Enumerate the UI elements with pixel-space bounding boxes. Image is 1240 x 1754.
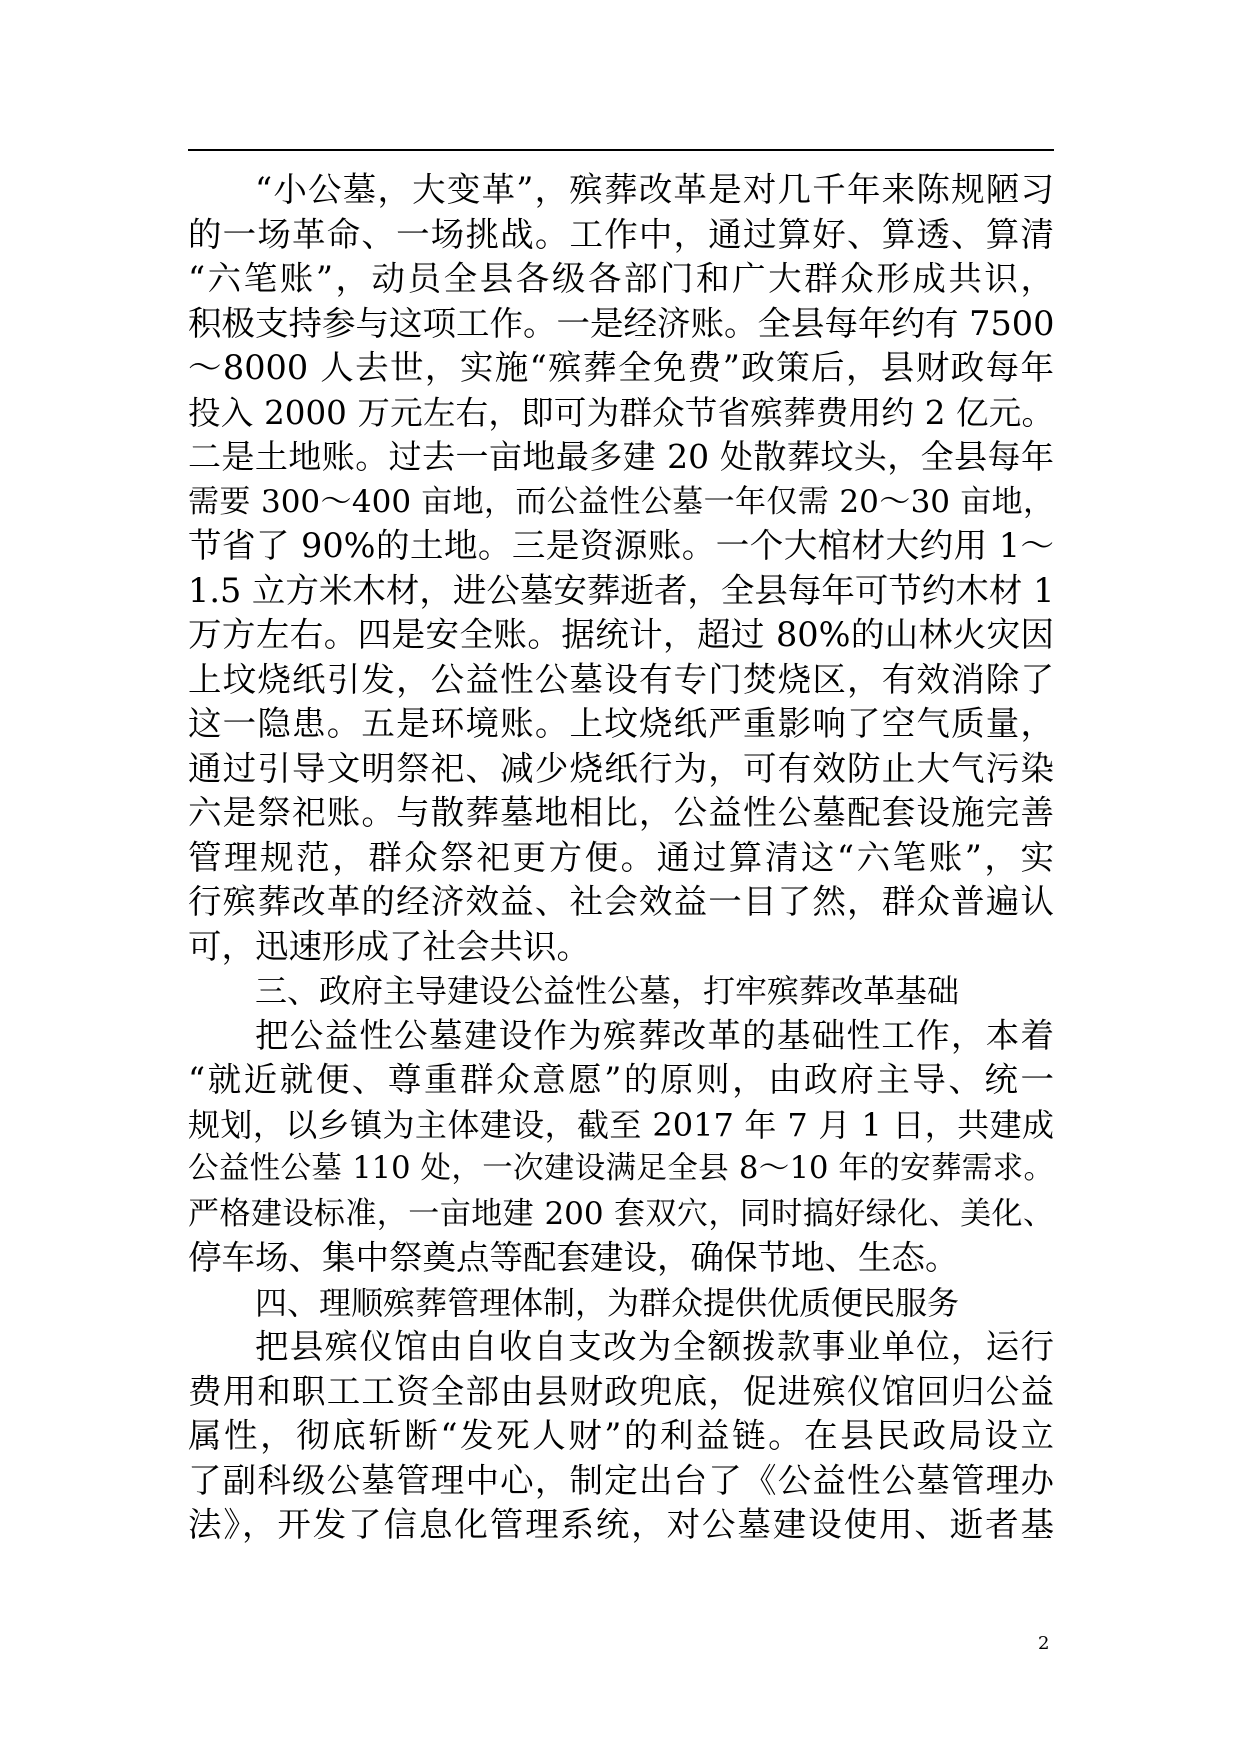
paragraph-line: 规划，以乡镇为主体建设，截至 2017 年 7 月 1 日，共建成 (188, 1105, 1054, 1144)
paragraph-line: 公益性公墓 110 处，一次建设满足全县 8～10 年的安葬需求。 (188, 1151, 1054, 1186)
paragraph-line: 停车场、集中祭奠点等配套建设，确保节地、生态。 (188, 1238, 959, 1277)
paragraph-line: 把公益性公墓建设作为殡葬改革的基础性工作，本着 (255, 1015, 1054, 1055)
paragraph-line: 费用和职工工资全部由县财政兜底，促进殡仪馆回归公益 (188, 1371, 1054, 1411)
paragraph-line: 属性，彻底斩断“发死人财”的利益链。在县民政局设立 (188, 1416, 1054, 1455)
paragraph-line: 管理规范，群众祭祀更方便。通过算清这“六笔账”，实 (188, 837, 1054, 877)
section-heading: 三、政府主导建设公益性公墓，打牢殡葬改革基础 (255, 972, 960, 1010)
paragraph-line: 积极支持参与这项工作。一是经济账。全县每年约有 7500 (188, 303, 1055, 343)
paragraph-line: 了副科级公墓管理中心，制定出台了《公益性公墓管理办 (188, 1460, 1054, 1500)
paragraph-line: 严格建设标准，一亩地建 200 套双穴，同时搞好绿化、美化、 (188, 1195, 1054, 1232)
paragraph-line: 行殡葬改革的经济效益、社会效益一目了然，群众普遍认 (188, 882, 1054, 921)
paragraph-line: 六是祭祀账。与散葬墓地相比，公益性公墓配套设施完善 (188, 793, 1054, 832)
paragraph-line: 节省了 90%的土地。三是资源账。一个大棺材大约用 1～ (188, 526, 1054, 565)
paragraph-line: 上坟烧纸引发，公益性公墓设有专门焚烧区，有效消除了 (188, 659, 1054, 699)
page-number: 2 (1038, 1633, 1050, 1654)
paragraph-line: 需要 300～400 亩地，而公益性公墓一年仅需 20～30 亩地， (188, 483, 1054, 520)
body-text (188, 168, 1054, 1548)
paragraph-line: 的一场革命、一场挑战。工作中，通过算好、算透、算清 (188, 214, 1054, 254)
paragraph-line: ～8000 人去世，实施“殡葬全免费”政策后，县财政每年 (188, 348, 1054, 387)
paragraph-line: 这一隐患。五是环境账。上坟烧纸严重影响了空气质量， (188, 704, 1054, 743)
header-rule (188, 149, 1054, 151)
paragraph-line: “小公墓，大变革”，殡葬改革是对几千年来陈规陋习 (255, 170, 1054, 209)
paragraph-line: 万方左右。四是安全账。据统计，超过 80%的山林火灾因 (188, 615, 1054, 654)
paragraph-line: “六笔账”，动员全县各级各部门和广大群众形成共识， (188, 259, 1054, 298)
paragraph-line: 投入 2000 万元左右，即可为群众节省殡葬费用约 2 亿元。 (188, 393, 1054, 432)
paragraph-line: 法》，开发了信息化管理系统，对公墓建设使用、逝者基 (188, 1505, 1054, 1544)
paragraph-line: 1.5 立方米木材，进公墓安葬逝者，全县每年可节约木材 1 (188, 570, 1055, 610)
paragraph-line: 把县殡仪馆由自收自支改为全额拨款事业单位，运行 (255, 1327, 1054, 1366)
paragraph-line: “就近就便、尊重群众意愿”的原则，由政府主导、统一 (188, 1060, 1054, 1099)
paragraph-line: 通过引导文明祭祀、减少烧纸行为，可有效防止大气污染 (188, 748, 1054, 788)
paragraph-line: 可，迅速形成了社会共识。 (188, 926, 590, 966)
paragraph-line: 二是土地账。过去一亩地最多建 20 处散葬坟头，全县每年 (188, 437, 1054, 476)
section-heading: 四、理顺殡葬管理体制，为群众提供优质便民服务 (255, 1283, 960, 1322)
